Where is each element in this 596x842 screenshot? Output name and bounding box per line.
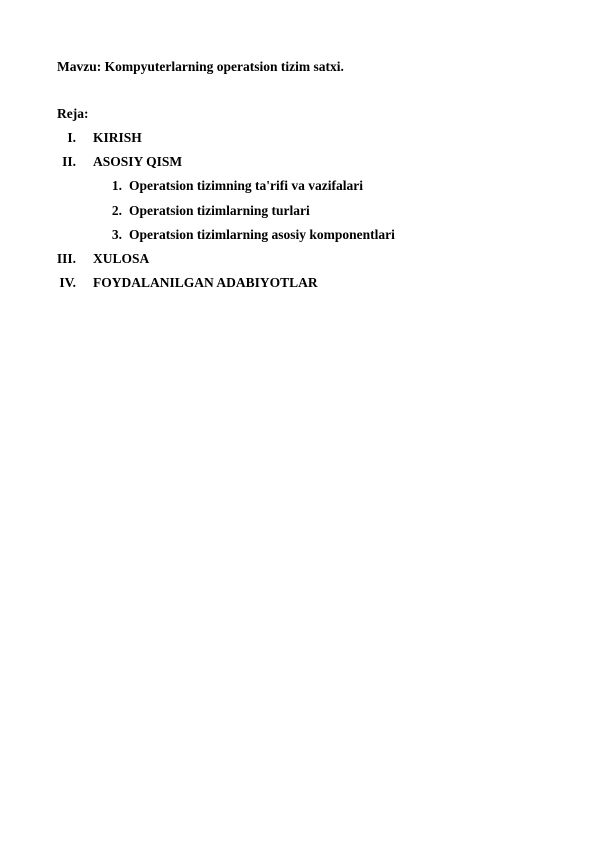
section-numeral: II. — [62, 154, 76, 169]
section-label-xulosa: XULOSA — [93, 251, 150, 266]
subsection-label: Operatsion tizimlarning asosiy komponentlari — [129, 227, 395, 242]
subsection-number: 2. — [111, 203, 122, 218]
section-numeral: IV. — [59, 275, 76, 290]
section-numeral: III. — [56, 251, 76, 266]
section-numeral: I. — [67, 130, 76, 145]
subsection-number: 3. — [111, 227, 122, 242]
subsection-label: Operatsion tizimning ta'rifi va vazifalari — [129, 178, 363, 193]
plan-title: Reja: — [57, 106, 89, 121]
section-label-adabiyotlar: FOYDALANILGAN ADABIYOTLAR — [93, 275, 318, 290]
subsection-number: 1. — [111, 178, 122, 193]
section-label-asosiy-qism: ASOSIY QISM — [93, 154, 183, 169]
document-topic: Mavzu: Kompyuterlarning operatsion tizim satxi. — [57, 59, 344, 74]
subsection-label: Operatsion tizimlarning turlari — [129, 203, 310, 218]
section-label-kirish: KIRISH — [93, 130, 142, 145]
